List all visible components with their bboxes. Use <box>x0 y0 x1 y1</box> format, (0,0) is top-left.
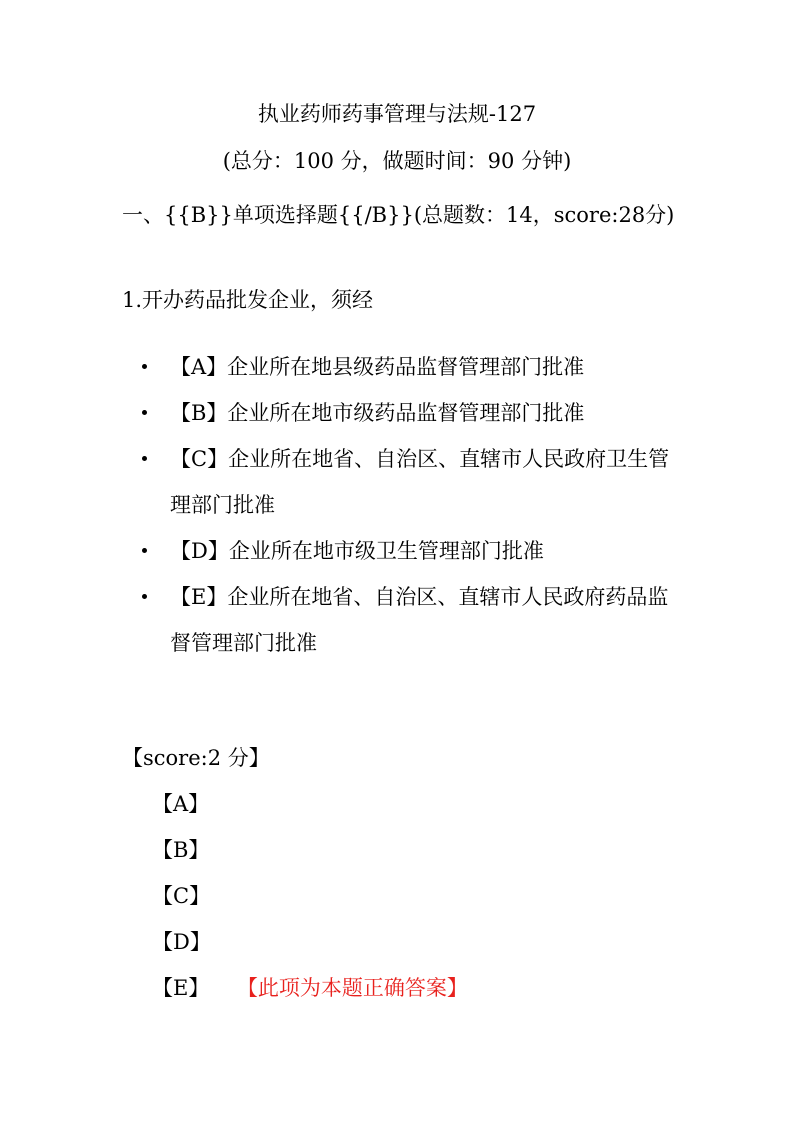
option-b-text: 【B】企业所在地市级药品监督管理部门批准 <box>170 401 585 425</box>
option-d-text: 【D】企业所在地市级卫生管理部门批准 <box>170 539 544 563</box>
bullet-icon <box>142 594 147 599</box>
option-a-text: 【A】企业所在地县级药品监督管理部门批准 <box>170 355 585 379</box>
option-e-text: 【E】企业所在地省、自治区、直辖市人民政府药品监督管理部门批准 <box>170 585 669 655</box>
bullet-icon <box>142 364 147 369</box>
section-heading: 一、{{B}}单项选择题{{/B}}(总题数：14，score:28分) <box>122 203 675 227</box>
page-title: 执业药师药事管理与法规-127 <box>257 102 537 126</box>
answer-c: 【C】 <box>152 884 211 908</box>
option-list <box>122 344 682 666</box>
answer-e-label: 【E】 <box>152 976 210 1000</box>
bullet-icon <box>142 410 147 415</box>
bullet-icon <box>142 456 147 461</box>
option-b <box>122 390 682 436</box>
question-text: 1.开办药品批发企业，须经 <box>122 288 374 312</box>
answer-list <box>152 786 468 1016</box>
page-subtitle: (总分：100 分，做题时间：90 分钟) <box>222 149 572 173</box>
score-label: 【score:2 分】 <box>122 746 270 770</box>
answer-a: 【A】 <box>152 792 210 816</box>
answer-d: 【D】 <box>152 930 211 954</box>
option-a <box>122 344 682 390</box>
option-c <box>122 436 682 528</box>
answer-e <box>152 970 468 1016</box>
bullet-icon <box>142 548 147 553</box>
option-d <box>122 528 682 574</box>
answer-b: 【B】 <box>152 838 210 862</box>
correct-answer-note: 【此项为本题正确答案】 <box>247 976 468 1000</box>
option-e <box>122 574 682 666</box>
option-c-text: 【C】企业所在地省、自治区、直辖市人民政府卫生管理部门批准 <box>170 447 670 517</box>
